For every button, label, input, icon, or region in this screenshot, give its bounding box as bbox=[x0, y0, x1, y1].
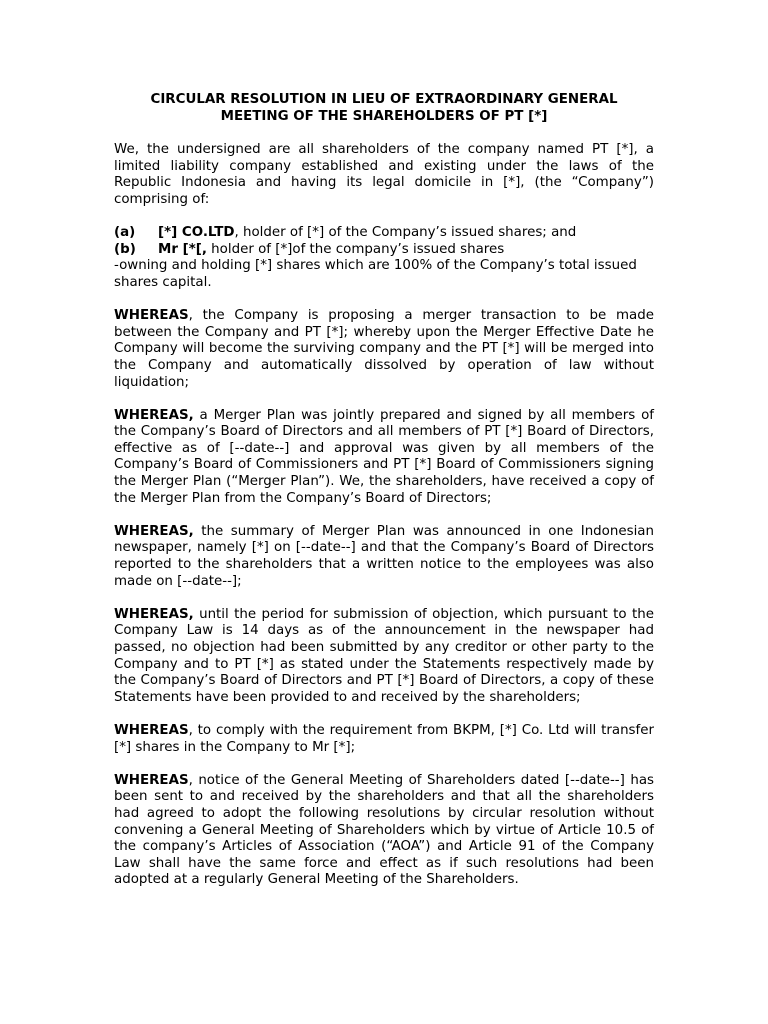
whereas-text: until the period for submission of objection, which pursuant to the Company Law is 14 days as of the announcement in the newspaper had passed, no objection had been submitted by any creditor or other party to the Company and to PT [*] as stated under the Statements respectively made by the Company’s Board of Directors and PT [*] Board of Directors, a copy of these Statements have been provided to and received by the shareholders; bbox=[114, 606, 654, 705]
shareholder-description: holder of [*]of the company’s issued shares bbox=[206, 241, 505, 257]
owning-statement: -owning and holding [*] shares which are 100% of the Company’s total issued shares capital. bbox=[114, 258, 637, 290]
whereas-text: a Merger Plan was jointly prepared and signed by all members of the Company’s Board of Directors and all members of PT [*] Board of Directors, effective as of [--date--] and approval was given by all members of the Company’s Board of Commissioners and PT [*] Board of Commissioners signing the Merger Plan (“Merger Plan”). We, the shareholders, have received a copy of the Merger Plan from the Company’s Board of Directors; bbox=[114, 407, 654, 506]
whereas-text: , to comply with the requirement from BKPM, [*] Co. Ltd will transfer [*] shares in the Company to Mr [*]; bbox=[114, 722, 654, 755]
whereas-keyword: WHEREAS, bbox=[114, 523, 194, 539]
whereas-paragraph-3 bbox=[114, 524, 654, 590]
shareholder-item-b bbox=[114, 242, 654, 259]
document-title bbox=[114, 92, 654, 125]
shareholder-description: , holder of [*] of the Company’s issued shares; and bbox=[234, 225, 577, 241]
whereas-keyword: WHEREAS, bbox=[114, 407, 194, 423]
shareholder-name: Mr [*[, bbox=[158, 241, 207, 257]
whereas-text: , notice of the General Meeting of Shareholders dated [--date--] has been sent to and received by the shareholders and that all the shareholders had agreed to adopt the following resolutions by circular resolution without convening a General Meeting of Shareholders which by virtue of Article 10.5 of the company’s Articles of Association (“AOA”) and Article 91 of the Company Law shall have the same force and effect as if such resolutions had been adopted at a regularly General Meeting of the Shareholders. bbox=[114, 772, 654, 888]
whereas-keyword: WHEREAS bbox=[114, 308, 189, 324]
title-line-2: MEETING OF THE SHAREHOLDERS OF PT [*] bbox=[220, 108, 548, 124]
shareholder-item-a bbox=[114, 225, 654, 242]
whereas-paragraph-5 bbox=[114, 723, 654, 756]
intro-paragraph: We, the undersigned are all shareholders of the company named PT [*], a limited liability company established and existing under the laws of the Republic Indonesia and having its legal domicile in [*], (the “Company”) comprising of: bbox=[114, 142, 654, 207]
whereas-paragraph-6 bbox=[114, 773, 654, 889]
whereas-text: , the Company is proposing a merger transaction to be made between the Company and PT [*]; whereby upon the Merger Effective Date he Company will become the surviving company and the PT [*] will be merged into the Company and automatically dissolved by operation of law without liquidation; bbox=[114, 308, 654, 390]
shareholder-label: (b) bbox=[114, 241, 136, 257]
shareholder-list bbox=[114, 225, 654, 291]
whereas-keyword: WHEREAS bbox=[114, 772, 189, 788]
shareholder-name: [*] CO.LTD bbox=[158, 225, 235, 241]
title-line-1: CIRCULAR RESOLUTION IN LIEU OF EXTRAORDINARY GENERAL bbox=[150, 92, 618, 107]
whereas-keyword: WHEREAS, bbox=[114, 606, 194, 622]
whereas-text: the summary of Merger Plan was announced in one Indonesian newspaper, namely [*] on [--date--] and that the Company’s Board of Directors reported to the shareholders that a written notice to the employees was also made on [--date--]; bbox=[114, 523, 654, 589]
whereas-paragraph-2 bbox=[114, 408, 654, 508]
shareholder-label: (a) bbox=[114, 225, 136, 241]
whereas-keyword: WHEREAS bbox=[114, 722, 189, 738]
whereas-paragraph-4 bbox=[114, 607, 654, 707]
whereas-paragraph-1 bbox=[114, 308, 654, 391]
